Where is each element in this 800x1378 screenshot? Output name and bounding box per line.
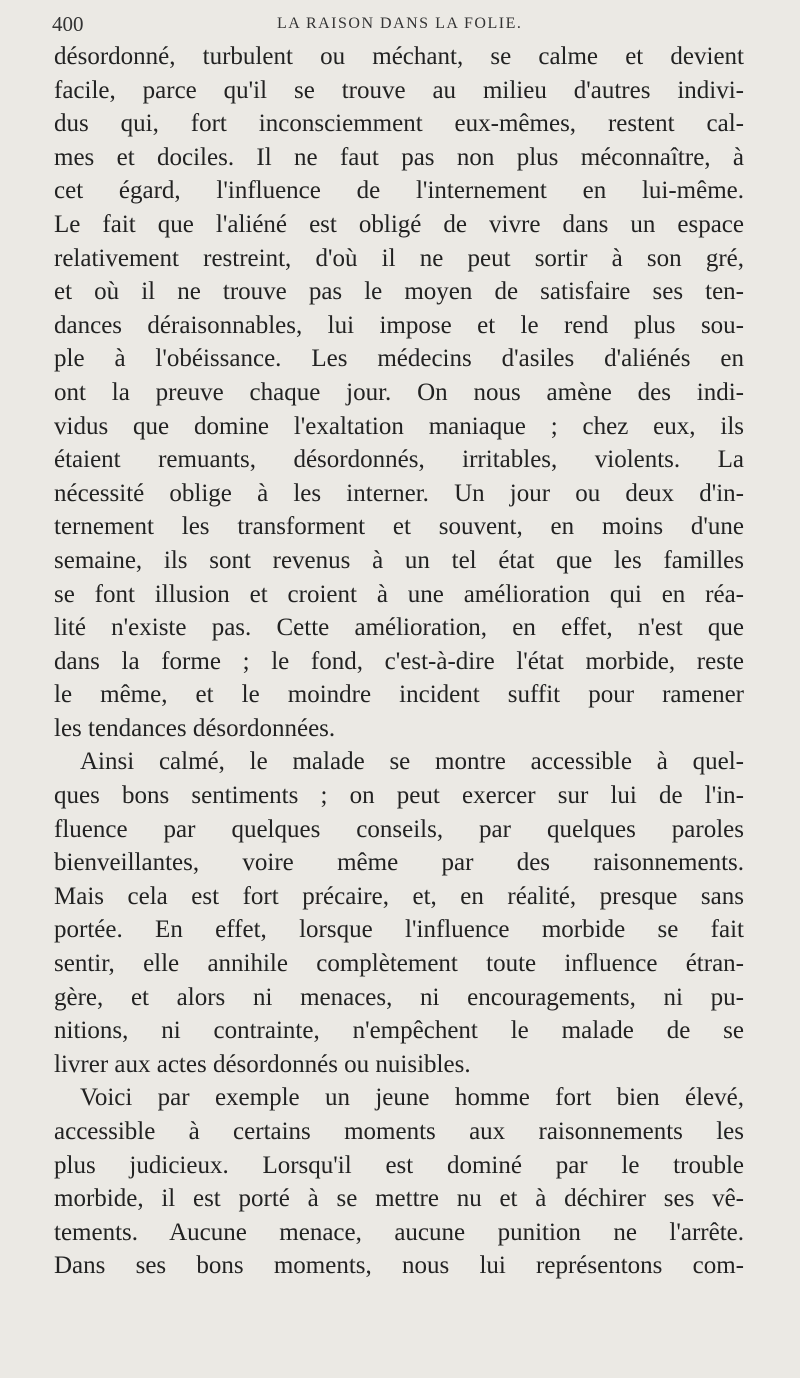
text-line: portée. En effet, lorsque l'influence morbide se fait	[54, 916, 744, 944]
text-line: dus qui, fort inconsciemment eux-mêmes, restent cal-	[54, 110, 744, 138]
running-head	[52, 6, 742, 36]
text-line: lité n'existe pas. Cette amélioration, en effet, n'est que	[54, 614, 744, 642]
text-line: ont la preuve chaque jour. On nous amène des indi-	[54, 378, 744, 406]
page-number: 400	[52, 12, 84, 36]
text-line: vidus que domine l'exaltation maniaque ; chez eux, ils	[54, 412, 744, 440]
text-line: bienveillantes, voire même par des raisonnements.	[54, 849, 744, 877]
text-line: dans la forme ; le fond, c'est-à-dire l'état morbide, reste	[54, 647, 744, 675]
text-line: ple à l'obéissance. Les médecins d'asiles d'aliénés en	[54, 345, 744, 373]
text-line: désordonné, turbulent ou méchant, se calme et devient	[54, 43, 744, 70]
text-line: Le fait que l'aliéné est obligé de vivre dans un espace	[54, 210, 744, 238]
text-line: cet égard, l'influence de l'internement en lui-même.	[54, 177, 744, 205]
text-line: ternement les transforment et souvent, en moins d'une	[54, 513, 744, 541]
text-line: gère, et alors ni menaces, ni encouragements, ni pu-	[54, 983, 744, 1011]
text-line: nitions, ni contrainte, n'empêchent le malade de se	[54, 1017, 744, 1045]
text-line: dances déraisonnables, lui impose et le rend plus sou-	[54, 311, 744, 339]
text-line: étaient remuants, désordonnés, irritables, violents. La	[54, 446, 744, 474]
text-line: Mais cela est fort précaire, et, en réalité, presque sans	[54, 882, 744, 910]
text-line: Voici par exemple un jeune homme fort bien élevé,	[80, 1084, 744, 1112]
text-line: semaine, ils sont revenus à un tel état que les familles	[54, 546, 744, 574]
text-line: fluence par quelques conseils, par quelques paroles	[54, 815, 744, 843]
text-line: facile, parce qu'il se trouve au milieu d'autres indivi-	[54, 76, 744, 104]
text-line: Ainsi calmé, le malade se montre accessible à quel-	[80, 748, 744, 776]
text-line: accessible à certains moments aux raisonnements les	[54, 1118, 744, 1145]
text-line: les tendances désordonnées.	[54, 714, 336, 742]
running-title: LA RAISON DANS LA FOLIE.	[277, 15, 523, 32]
body-text	[54, 40, 744, 1283]
text-line: morbide, il est porté à se mettre nu et à déchirer ses vê-	[54, 1185, 744, 1213]
text-line: ques bons sentiments ; on peut exercer sur lui de l'in-	[54, 782, 744, 810]
text-line: et où il ne trouve pas le moyen de satisfaire ses ten-	[54, 278, 744, 306]
text-line: se font illusion et croient à une amélioration qui en réa-	[54, 580, 744, 608]
text-line: tements. Aucune menace, aucune punition ne l'arrête.	[54, 1218, 744, 1246]
text-line: sentir, elle annihile complètement toute influence étran-	[54, 950, 744, 978]
text-line: le même, et le moindre incident suffit pour ramener	[54, 681, 744, 709]
text-line: Dans ses bons moments, nous lui représentons com-	[54, 1252, 744, 1280]
text-line: relativement restreint, d'où il ne peut sortir à son gré,	[54, 244, 744, 272]
text-line: livrer aux actes désordonnés ou nuisibles.	[54, 1050, 471, 1078]
text-line: nécessité oblige à les interner. Un jour ou deux d'in-	[54, 479, 744, 507]
text-line: mes et dociles. Il ne faut pas non plus méconnaître, à	[54, 143, 744, 171]
text-line: plus judicieux. Lorsqu'il est dominé par le trouble	[54, 1151, 744, 1179]
